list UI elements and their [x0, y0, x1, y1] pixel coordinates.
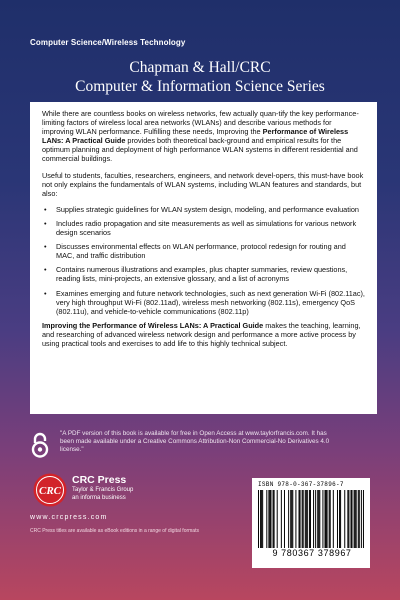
barcode-bar	[354, 490, 355, 548]
barcode-bar	[260, 490, 261, 548]
publisher-group	[72, 487, 133, 502]
barcode-bar	[315, 490, 316, 548]
barcode-bar	[352, 490, 353, 548]
barcode-bar	[318, 490, 319, 548]
feature-list-item: • Examines emerging and future network technologies, such as next generation Wi-Fi (802.11ac), very high throughput Wi-Fi (802.11ad), wireless mesh networking (802.11s), emergency QoS (802.11u), and vehicle-to-vehicle communications (802.11p)	[42, 289, 365, 316]
description-paragraph-1	[42, 109, 365, 164]
subject-category: Computer Science/Wireless Technology	[30, 38, 186, 47]
barcode-bar	[273, 490, 274, 548]
barcode-bar	[325, 490, 326, 548]
barcode-bar	[281, 490, 282, 548]
paragraph-text: provides both theoretical back-ground and empirical results for the optimum planning and deployment of high performance WLAN systems in different residential and commercial buildings.	[42, 136, 358, 164]
book-title-emphasis: Improving the Performance of Wireless LANs: A Practical Guide	[42, 320, 264, 330]
barcode-bar	[313, 490, 314, 548]
publisher-group-line: an informa business	[72, 494, 126, 501]
barcode-bar	[326, 490, 327, 548]
barcode-bar	[350, 490, 351, 548]
barcode-bar	[302, 490, 303, 548]
barcode-bar	[347, 490, 348, 548]
feature-list-item: • Supplies strategic guidelines for WLAN system design, modeling, and performance evaluation	[42, 205, 365, 214]
barcode-bar	[274, 490, 275, 548]
barcode-bar	[284, 490, 285, 548]
barcode-bar	[290, 490, 291, 548]
barcode-bar	[303, 490, 304, 548]
barcode-bar	[317, 490, 318, 548]
feature-list-item: • Contains numerous illustrations and examples, plus chapter summaries, review questions, reading lists, mini-projects, an extensive glossary, and a list of acronyms	[42, 265, 365, 283]
barcode-bar	[266, 490, 267, 548]
logo-lettering: CRC	[38, 485, 62, 497]
paragraph-text: While there are countless books on wireless networks, few actually quan-tify the key performance-limiting factors of wireless local area networks (WLANs) and describe various methods for improving WLAN performance. Fulfilling these needs, Improving the	[42, 109, 359, 137]
open-access-lock-icon	[30, 432, 50, 458]
barcode-bar	[305, 490, 306, 548]
barcode-bar	[340, 490, 341, 548]
barcode-number: 9 780367 378967	[272, 548, 352, 558]
series-publisher-line: Chapman & Hall/CRC	[129, 59, 271, 76]
barcode-bar	[299, 490, 300, 548]
barcode-bar	[277, 490, 278, 548]
isbn-label: ISBN 978-0-367-37896-7	[258, 481, 344, 488]
barcode-bar	[291, 490, 292, 548]
publisher-group-line: Taylor & Francis Group	[72, 487, 134, 493]
barcode-bar	[310, 490, 311, 548]
barcode-bar	[333, 490, 334, 548]
description-paragraph-2: Useful to students, faculties, researchers, engineers, and network devel-opers, this must-have book not only explains the fundamentals of WLAN systems, including WLAN features and standards, but also:	[42, 170, 364, 198]
barcode-bar	[292, 490, 293, 548]
feature-list-item: • Discusses environmental effects on WLAN performance, protocol redesign for routing and MAC, and traffic distribution	[42, 242, 365, 260]
barcode-bar	[329, 490, 330, 548]
barcode-bar	[363, 490, 364, 548]
barcode-bar	[306, 490, 307, 548]
barcode-bar	[300, 490, 301, 548]
barcode-bar	[344, 490, 345, 548]
book-title-emphasis: Performance of Wireless LANs: A Practical Guide	[42, 127, 349, 146]
paragraph-text: makes the teaching, learning, and researching of advanced wireless network design and performance a more active process by using practical tools and exercises to add life to this highly technical subject.	[42, 320, 361, 348]
crc-press-logo-icon	[33, 473, 67, 507]
feature-list	[42, 205, 365, 316]
barcode-bar	[339, 490, 340, 548]
series-title	[0, 58, 400, 96]
barcode-bar	[327, 490, 328, 548]
barcode-bar	[330, 490, 331, 548]
description-paragraph-3	[42, 321, 365, 348]
barcode-bar	[359, 490, 360, 548]
barcode-bar	[269, 490, 270, 548]
barcode-bar	[307, 490, 308, 548]
barcode-bar	[268, 490, 269, 548]
barcode-bar	[361, 490, 362, 548]
barcode-bar	[309, 490, 310, 548]
barcode-bar	[348, 490, 349, 548]
ebook-availability-note: CRC Press titles are available as eBook editions in a range of digital formats	[30, 528, 199, 534]
barcode-bar	[356, 490, 357, 548]
barcode-bar	[319, 490, 320, 548]
barcode-bar	[262, 490, 263, 548]
barcode-bar	[358, 490, 359, 548]
barcode-bar	[288, 490, 289, 548]
series-name-line: Computer & Information Science Series	[75, 78, 325, 95]
barcode-bar	[261, 490, 262, 548]
barcode-graphic	[258, 490, 364, 548]
barcode-bar	[337, 490, 338, 548]
barcode-bar	[322, 490, 323, 548]
publisher-name: CRC Press	[72, 474, 127, 486]
open-access-text: "A PDF version of this book is available for free in Open Access at www.taylorfrancis.com. It has been made available under a Creative Commons Attribution-Non Commercial-No Derivatives 4.0 license."	[60, 430, 330, 453]
description-panel	[30, 102, 377, 414]
barcode-bar	[355, 490, 356, 548]
feature-list-item: • Includes radio propagation and site measurements as well as simulations for various network design scenarios	[42, 219, 365, 237]
barcode-bar	[270, 490, 271, 548]
barcode-bar	[258, 490, 259, 548]
publisher-website: www.crcpress.com	[30, 514, 108, 521]
isbn-barcode-block	[252, 478, 370, 568]
barcode-bar	[295, 490, 296, 548]
